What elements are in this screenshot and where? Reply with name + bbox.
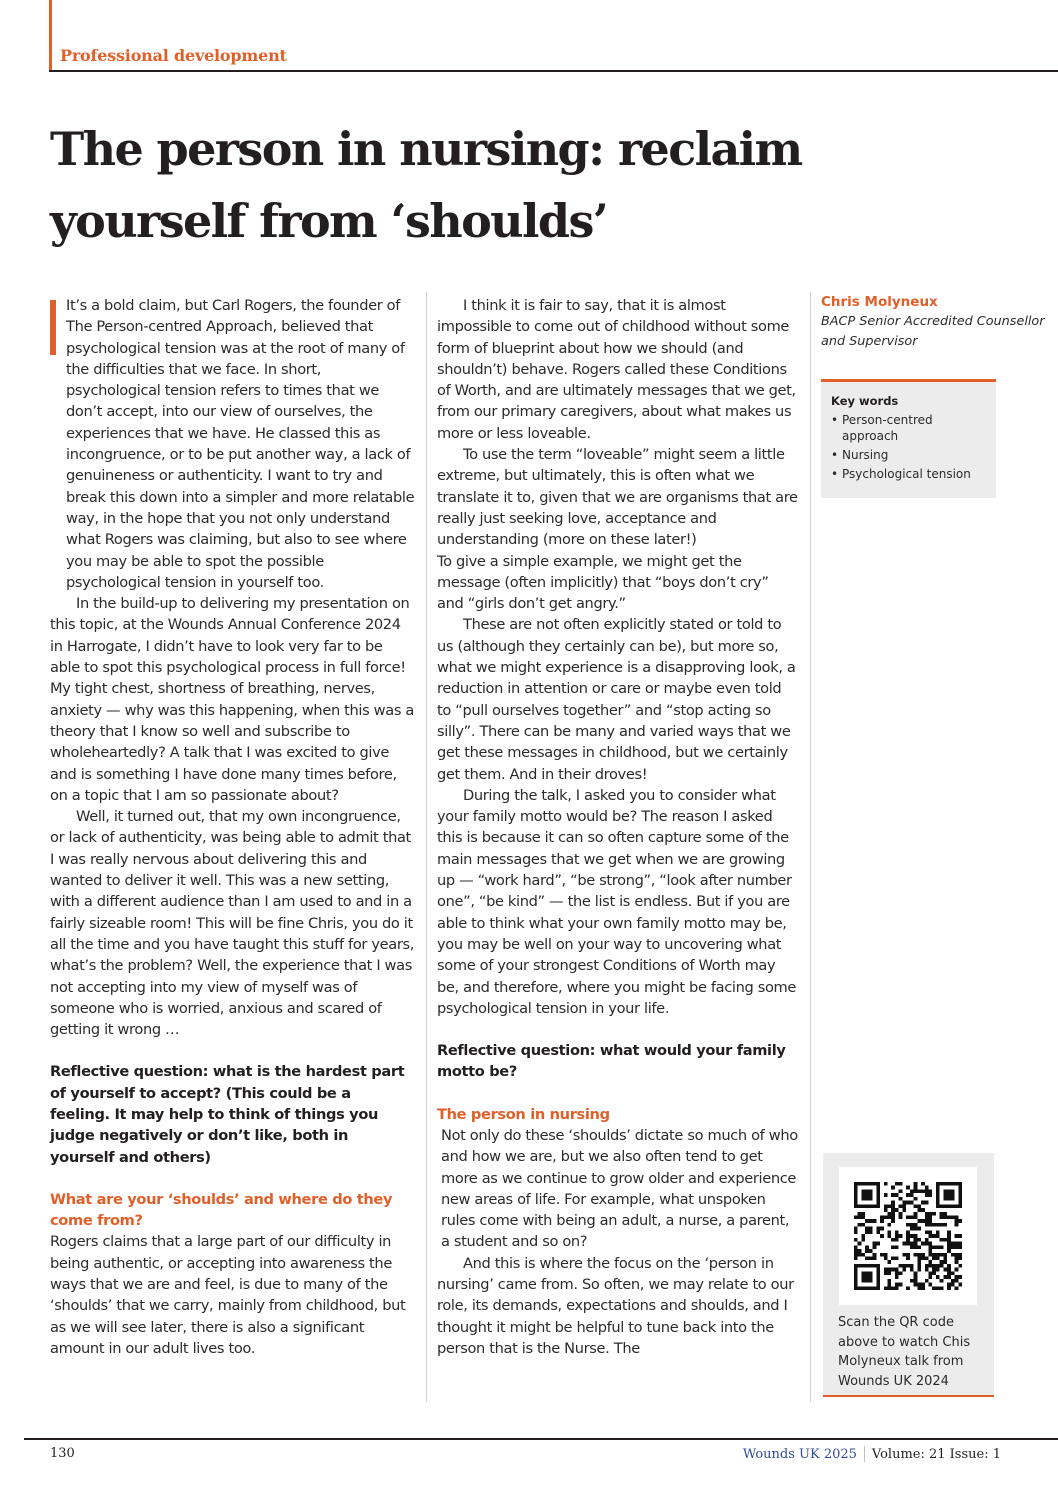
body-paragraph: To give a simple example, we might get the message (often implicitly) that “boys don’t cry” and “girls don’t get angry.” <box>437 552 769 613</box>
body-paragraph: And this is where the focus on the ‘person in nursing’ came from. So often, we may relate to our role, its demands, expectations and shoulds, and I thought it might be helpful to tune back into the person that is the Nurse. The <box>437 1254 794 1357</box>
left-column <box>50 295 415 1359</box>
keywords-title: Key words <box>831 394 899 408</box>
body-paragraph: Rogers claims that a large part of our difficulty in being authentic, or accepting into awareness the ways that we are and feel, is due to many of the ‘shoulds’ that we carry, mainly from childhood, but as we will see later, there is also a significant amount in our adult lives too. <box>50 1233 406 1357</box>
qr-code[interactable] <box>839 1167 977 1305</box>
subheading: The person in nursing <box>437 1105 610 1123</box>
middle-column <box>437 295 799 1359</box>
keyword-item: • Person-centred approach <box>831 413 933 443</box>
footer-citation <box>743 1446 1001 1462</box>
keywords-box <box>821 379 996 498</box>
volume-issue: Volume: 21 Issue: 1 <box>871 1446 1001 1462</box>
author-block <box>821 292 1051 352</box>
body-paragraph: To use the term “loveable” might seem a little extreme, but ultimately, this is often what we translate it to, given that we are organisms that are really just seeking love, acceptance and understanding (more on these later!) <box>437 446 798 549</box>
body-paragraph: I think it is fair to say, that it is almost impossible to come out of childhood without some form of blueprint about how we should (and shouldn’t) behave. Rogers called these Conditions of Worth, and are ultimately messages that we get, from our primary caregivers, about what makes us more or less loveable. <box>437 297 796 442</box>
header-rule <box>49 70 1058 72</box>
qr-code-icon <box>854 1182 962 1290</box>
body-paragraph: Not only do these ‘shoulds’ dictate so much of who and how we are, but we also often tend to get more as we continue to grow older and experience new areas of life. For example, what unspoken rules come with being an adult, a nurse, a parent, a student and so on? <box>441 1126 798 1251</box>
bullet-icon: • <box>831 448 839 462</box>
qr-caption: Scan the QR code above to watch Chis Molyneux talk from Wounds UK 2024 <box>838 1315 971 1389</box>
body-paragraph: In the build-up to delivering my presentation on this topic, at the Wounds Annual Conference 2024 in Harrogate, I didn’t have to look very far to be able to spot this psychological process in full force! My tight chest, shortness of breathing, nerves, anxiety — why was this happening, when this was a theory that I know so well and subscribe to wholeheartedly? A talk that I was excited to give and is something I have done many times before, on a topic that I am so passionate about? <box>50 595 414 804</box>
qr-panel <box>823 1153 994 1397</box>
footer-separator <box>864 1446 865 1462</box>
body-paragraph: Well, it turned out, that my own incongruence, or lack of authenticity, was being able to admit that I was really nervous about delivering this and wanted to deliver it well. This was a new setting, with a different audience than I am used to and in a fairly sizeable room! This will be fine Chris, you do it all the time and you have taught this stuff for years, what’s the problem? Well, the experience that I was not accepting into my view of myself was of someone who is worried, anxious and scared of getting it wrong … <box>50 808 415 1039</box>
lead-paragraph: It’s a bold claim, but Carl Rogers, the founder of The Person-centred Approach, believed that psychological tension was at the root of many of the difficulties that we face. In short, psychological tension refers to times that we don’t accept, into our view of ourselves, the experiences that we have. He classed this as incongruence, or to be put another way, a lack of genuineness or authenticity. I want to try and break this down into a simpler and more relatable way, in the hope that you not only understand what Rogers was claiming, but also to see where you may be able to spot the possible psychological tension in yourself too. <box>66 297 415 591</box>
header-accent-bar <box>49 0 52 70</box>
body-paragraph: These are not often explicitly stated or told to us (although they certainly can be), but more so, what we might experience is a disapproving look, a reduction in attention or care or maybe even told to “pull ourselves together” and “stop acting so silly”. There can be many and varied ways that we get these messages in childhood, but we certainly get them. And in their droves! <box>437 616 796 783</box>
reflective-question: Reflective question: what is the hardest part of yourself to accept? (This could be a feeling. It may help to think of things you judge negatively or don’t like, both in yourself and others) <box>50 1063 405 1166</box>
keywords-list <box>831 412 986 482</box>
page-number: 130 <box>50 1446 75 1461</box>
body-paragraph: During the talk, I asked you to consider what your family motto would be? The reason I asked this is because it can so often capture some of the main messages that we get when we are growing up — “work hard”, “be strong”, “look after number one”, “be kind” — the list is endless. But if you are able to think what your own family motto may be, you may be well on your way to uncovering what some of your strongest Conditions of Worth may be, and therefore, where you might be facing some psychological tension in your life. <box>437 786 797 1017</box>
journal-name: Wounds UK 2025 <box>742 1446 857 1462</box>
article-title: The person in nursing: reclaim yourself from ‘shoulds’ <box>50 122 802 248</box>
reflective-question: Reflective question: what would your family motto be? <box>437 1042 786 1081</box>
section-label: Professional development <box>60 46 287 65</box>
bullet-icon: • <box>831 413 839 427</box>
author-role: BACP Senior Accredited Counsellor and Supervisor <box>821 314 1045 349</box>
bullet-icon: • <box>831 467 839 481</box>
column-divider <box>810 292 811 1402</box>
subheading: What are your ‘shoulds’ and where do they come from? <box>50 1190 393 1230</box>
footer-rule <box>24 1438 1058 1440</box>
keyword-item: • Nursing <box>831 448 889 462</box>
keyword-item: • Psychological tension <box>831 467 971 481</box>
column-divider <box>426 292 427 1402</box>
author-name: Chris Molyneux <box>821 294 938 310</box>
